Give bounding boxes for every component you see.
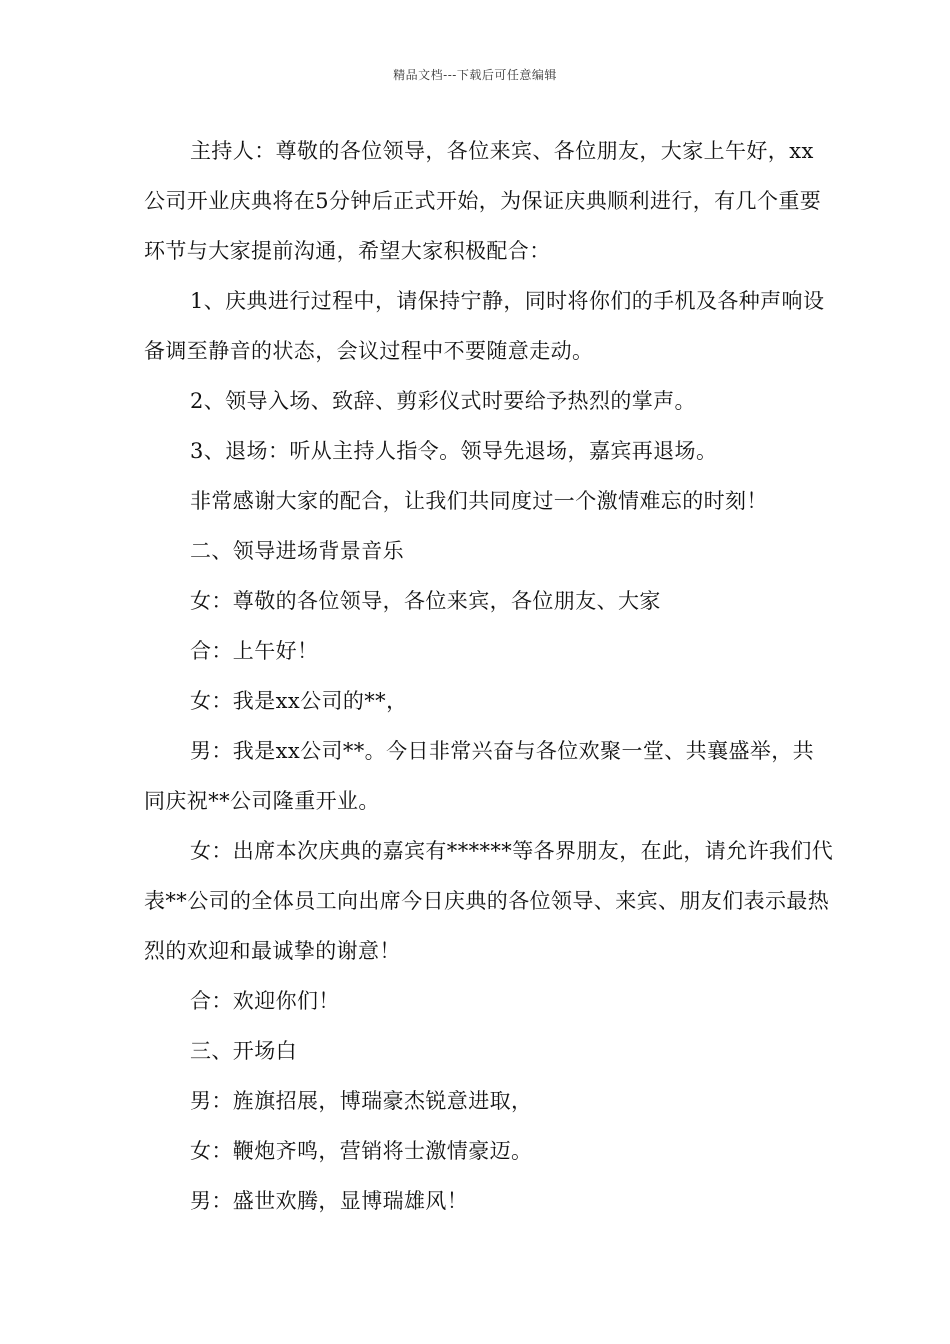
section-heading-3: 三、开场白 — [190, 1039, 297, 1063]
paragraph-dialogue: 女：我是xx公司的**， — [190, 689, 408, 713]
document-body — [144, 126, 834, 1226]
paragraph-rule-2: 2、领导入场、致辞、剪彩仪式时要给予热烈的掌声。 — [190, 389, 696, 413]
paragraph-dialogue: 合：欢迎你们！ — [190, 989, 340, 1013]
paragraph-rule-3: 3、退场：听从主持人指令。领导先退场，嘉宾再退场。 — [190, 439, 718, 463]
paragraph-dialogue: 男：我是xx公司**。今日非常兴奋与各位欢聚一堂、共襄盛举，共同庆祝**公司隆重开业。 — [144, 739, 815, 813]
page-header: 精品文档---下载后可任意编辑 — [393, 68, 557, 82]
paragraph-dialogue: 女：鞭炮齐鸣，营销将士激情豪迈。 — [190, 1139, 533, 1163]
paragraph-thanks: 非常感谢大家的配合，让我们共同度过一个激情难忘的时刻！ — [190, 489, 768, 513]
paragraph-dialogue: 男：旌旗招展，博瑞豪杰锐意进取， — [190, 1089, 533, 1113]
paragraph-dialogue: 女：出席本次庆典的嘉宾有******等各界朋友，在此，请允许我们代表**公司的全体员工向出席今日庆典的各位领导、来宾、朋友们表示最热烈的欢迎和最诚挚的谢意！ — [144, 839, 834, 963]
paragraph-dialogue: 男：盛世欢腾，显博瑞雄风！ — [190, 1189, 469, 1213]
section-heading-2: 二、领导进场背景音乐 — [190, 539, 404, 563]
paragraph-rule-1: 1、庆典进行过程中，请保持宁静，同时将你们的手机及各种声响设备调至静音的状态，会议过程中不要随意走动。 — [144, 289, 825, 363]
paragraph-dialogue: 合：上午好！ — [190, 639, 319, 663]
paragraph-host-intro: 主持人：尊敬的各位领导，各位来宾、各位朋友，大家上午好，xx公司开业庆典将在5分钟后正式开始，为保证庆典顺利进行，有几个重要环节与大家提前沟通，希望大家积极配合： — [144, 139, 822, 263]
paragraph-dialogue: 女：尊敬的各位领导，各位来宾，各位朋友、大家 — [190, 589, 661, 613]
